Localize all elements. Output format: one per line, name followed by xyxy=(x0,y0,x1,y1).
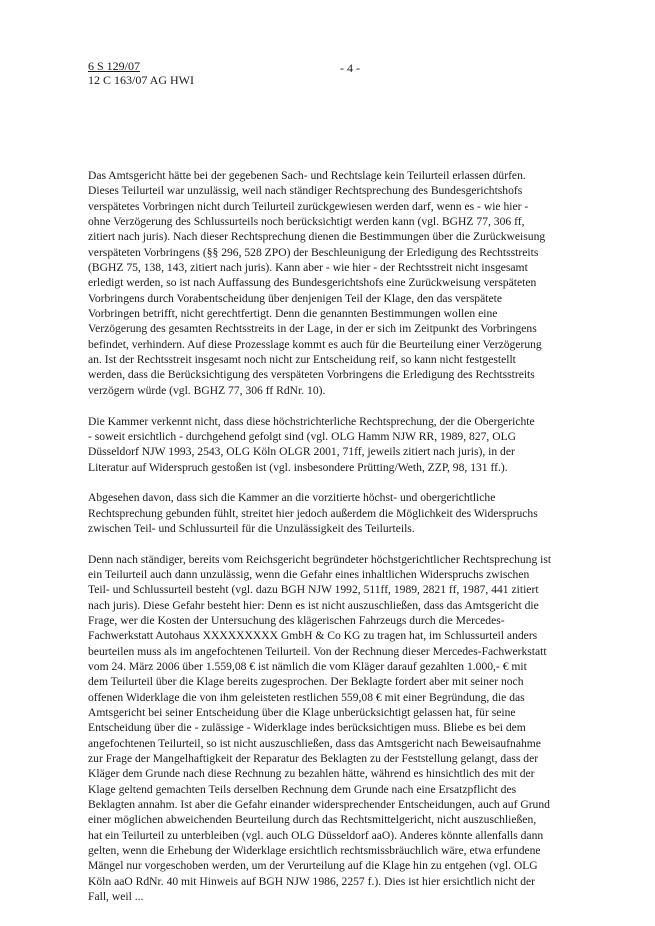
page-number: - 4 - xyxy=(340,61,360,75)
text-line: angefochtenen Teilurteil, so ist nicht auszuschließen, dass das Amtsgericht nach Beweisaufnahme xyxy=(88,736,541,750)
paragraph-4 xyxy=(88,552,598,905)
text-line: erledigt werden, so ist nach Auffassung des Bundesgerichtshofs eine Zurückweisung verspäteten xyxy=(88,276,537,290)
case-number: 6 S 129/07 xyxy=(88,59,141,73)
text-line: Verzögerung des gesamten Rechtsstreits in der Lage, in der er sich im Zeitpunkt des Vorbringens xyxy=(88,322,537,336)
document-body xyxy=(88,168,598,920)
text-line: beurteilen muss als im angefochtenen Teilurteil. Von der Rechnung dieser Mercedes-Fachwerkstatt xyxy=(88,644,547,658)
text-line: Teil- und Schlussurteil besteht (vgl. dazu BGH NJW 1992, 511ff, 1989, 2821 ff, 1987, 441 zitiert xyxy=(88,583,539,597)
text-line: Entscheidung über die - zulässige - Widerklage indes berücksichtigen muss. Bliebe es bei dem xyxy=(88,721,526,735)
text-line: nach juris). Diese Gefahr besteht hier: Denn es ist nicht auszuschließen, dass das Amtsgericht die xyxy=(88,598,539,612)
text-line: verzögern würde (vgl. BGHZ 77, 306 ff RdNr. 10). xyxy=(88,383,326,397)
text-line: Rechtsprechung gebunden fühlt, streitet hier jedoch außerdem die Möglichkeit des Widerspruchs xyxy=(88,506,538,520)
text-line: zur Frage der Mangelhaftigkeit der Reparatur des Beklagten zu der Feststellung gelangt, dass der xyxy=(88,752,539,766)
text-line: an. Ist der Rechtsstreit insgesamt noch nicht zur Entscheidung reif, so kann nicht festgestellt xyxy=(88,353,516,367)
text-line: Klage geltend gemachten Teils derselben Rechnung dem Grunde nach eine Ersatzpflicht des xyxy=(88,782,517,796)
text-line: Kläger dem Grunde nach diese Rechnung zu bezahlen hätte, während es hinsichtlich des mit der xyxy=(88,767,535,781)
text-line: zitiert nach juris). Nach dieser Rechtsprechung dienen die Bestimmungen über die Zurückweisung xyxy=(88,230,546,244)
lower-court-case-number: 12 C 163/07 AG HWI xyxy=(88,73,194,87)
text-line: verspätetes Vorbringen nicht durch Teilurteil zurückgewiesen werden darf, wenn es - wie hier - xyxy=(88,199,529,213)
text-line: Literatur auf Widerspruch gestoßen ist (vgl. insbesondere Prütting/Weth, ZZP, 98, 131 ff.). xyxy=(88,460,508,474)
text-line: vom 24. März 2006 über 1.559,08 € ist nämlich die vom Kläger darauf gezahlten 1.000,- € mit xyxy=(88,660,527,673)
text-line: Dieses Teilurteil war unzulässig, weil nach ständiger Rechtsprechung des Bundesgerichtshofs xyxy=(88,184,523,198)
text-line: Abgesehen davon, dass sich die Kammer an die vorzitierte höchst- und obergerichtliche xyxy=(88,491,496,505)
paragraph-1 xyxy=(88,168,598,398)
text-line: Vorbringens durch Vorabentscheidung über denjenigen Teil der Klage, den das verspätete xyxy=(88,291,502,305)
text-line: zwischen Teil- und Schlussurteil für die Unzulässigkeit des Teilurteils. xyxy=(88,521,415,535)
text-line: Amtsgericht bei seiner Entscheidung über die Klage unberücksichtigt gelassen hat, für seine xyxy=(88,706,516,720)
text-line: befindet, verhindern. Auf diese Prozesslage kommt es auch für die Beurteilung einer Verzögerung xyxy=(88,337,542,351)
text-line: (BGHZ 75, 138, 143, zitiert nach juris). Kann aber - wie hier - der Rechtsstreit nicht insgesamt xyxy=(88,261,528,275)
text-line: offenen Widerklage die von ihm geleisteten restlichen 559,08 € mit einer Begründung, die das xyxy=(88,690,525,704)
text-line: ohne Verzögerung des Schlussurteils noch berücksichtigt werden kann (vgl. BGHZ 77, 306 ff, xyxy=(88,215,525,229)
paragraph-3 xyxy=(88,490,598,536)
text-line: Die Kammer verkennt nicht, dass diese höchstrichterliche Rechtsprechung, der die Obergerichte xyxy=(88,414,535,428)
text-line: ein Teilurteil auch dann unzulässig, wenn die Gefahr eines inhaltlichen Widerspruchs zwischen xyxy=(88,567,530,581)
text-line: Köln aaO RdNr. 40 mit Hinweis auf BGH NJW 1986, 2257 f.). Dies ist hier ersichtlich nicht der xyxy=(88,874,536,888)
text-line: - soweit ersichtlich - durchgehend gefolgt sind (vgl. OLG Hamm NJW RR, 1989, 827, OLG xyxy=(88,429,517,443)
text-line: Mängel nur vorgeschoben werden, um der Verurteilung auf die Klage hin zu entgehen (vgl. OLG xyxy=(88,859,538,873)
text-line: Das Amtsgericht hätte bei der gegebenen Sach- und Rechtslage kein Teilurteil erlassen dürfen. xyxy=(88,169,526,182)
text-line: hat ein Teilurteil zu unterbleiben (vgl. auch OLG Düsseldorf aaO). Anderes könnte allenfalls dann xyxy=(88,828,544,842)
text-line: Frage, wer die Kosten der Untersuchung des klägerischen Fahrzeugs durch die Mercedes- xyxy=(88,613,505,627)
text-line: gelten, wenn die Erhebung der Widerklage ersichtlich rechtsmissbräuchlich wäre, etwa erfundene xyxy=(88,844,541,858)
text-line: dem Teilurteil über die Klage bereits zugesprochen. Der Beklagte fordert aber mit seiner noch xyxy=(88,675,524,689)
text-line: verspäteten Vorbringens (§§ 296, 528 ZPO) der Beschleunigung der Erledigung des Rechtsstreits xyxy=(88,245,539,259)
text-line: Denn nach ständiger, bereits vom Reichsgericht begründeter höchstgerichtlicher Rechtsprechung ist xyxy=(88,552,552,566)
text-line: Vorbringen betrifft, nicht gerechtfertigt. Denn die genannten Bestimmungen wollen eine xyxy=(88,307,498,321)
text-line: Fall, weil ... xyxy=(88,890,144,904)
paragraph-2 xyxy=(88,414,598,475)
text-line: Düsseldorf NJW 1993, 2543, OLG Köln OLGR 2001, 71ff, jeweils zitiert nach juris), in der xyxy=(88,445,515,459)
text-line: einer möglichen abweichenden Beurteilung durch das Rechtsmittelgericht, nicht auszuschließen, xyxy=(88,813,537,827)
text-line: Fachwerkstatt Autohaus XXXXXXXXX GmbH & Co KG zu tragen hat, im Schlussurteil anders xyxy=(88,629,538,643)
text-line: werden, dass die Berücksichtigung des verspäteten Vorbringens die Erledigung des Rechtsstreits xyxy=(88,368,535,382)
text-line: Beklagten annahm. Ist aber die Gefahr einander widersprechender Entscheidungen, auch auf Grund xyxy=(88,798,550,812)
